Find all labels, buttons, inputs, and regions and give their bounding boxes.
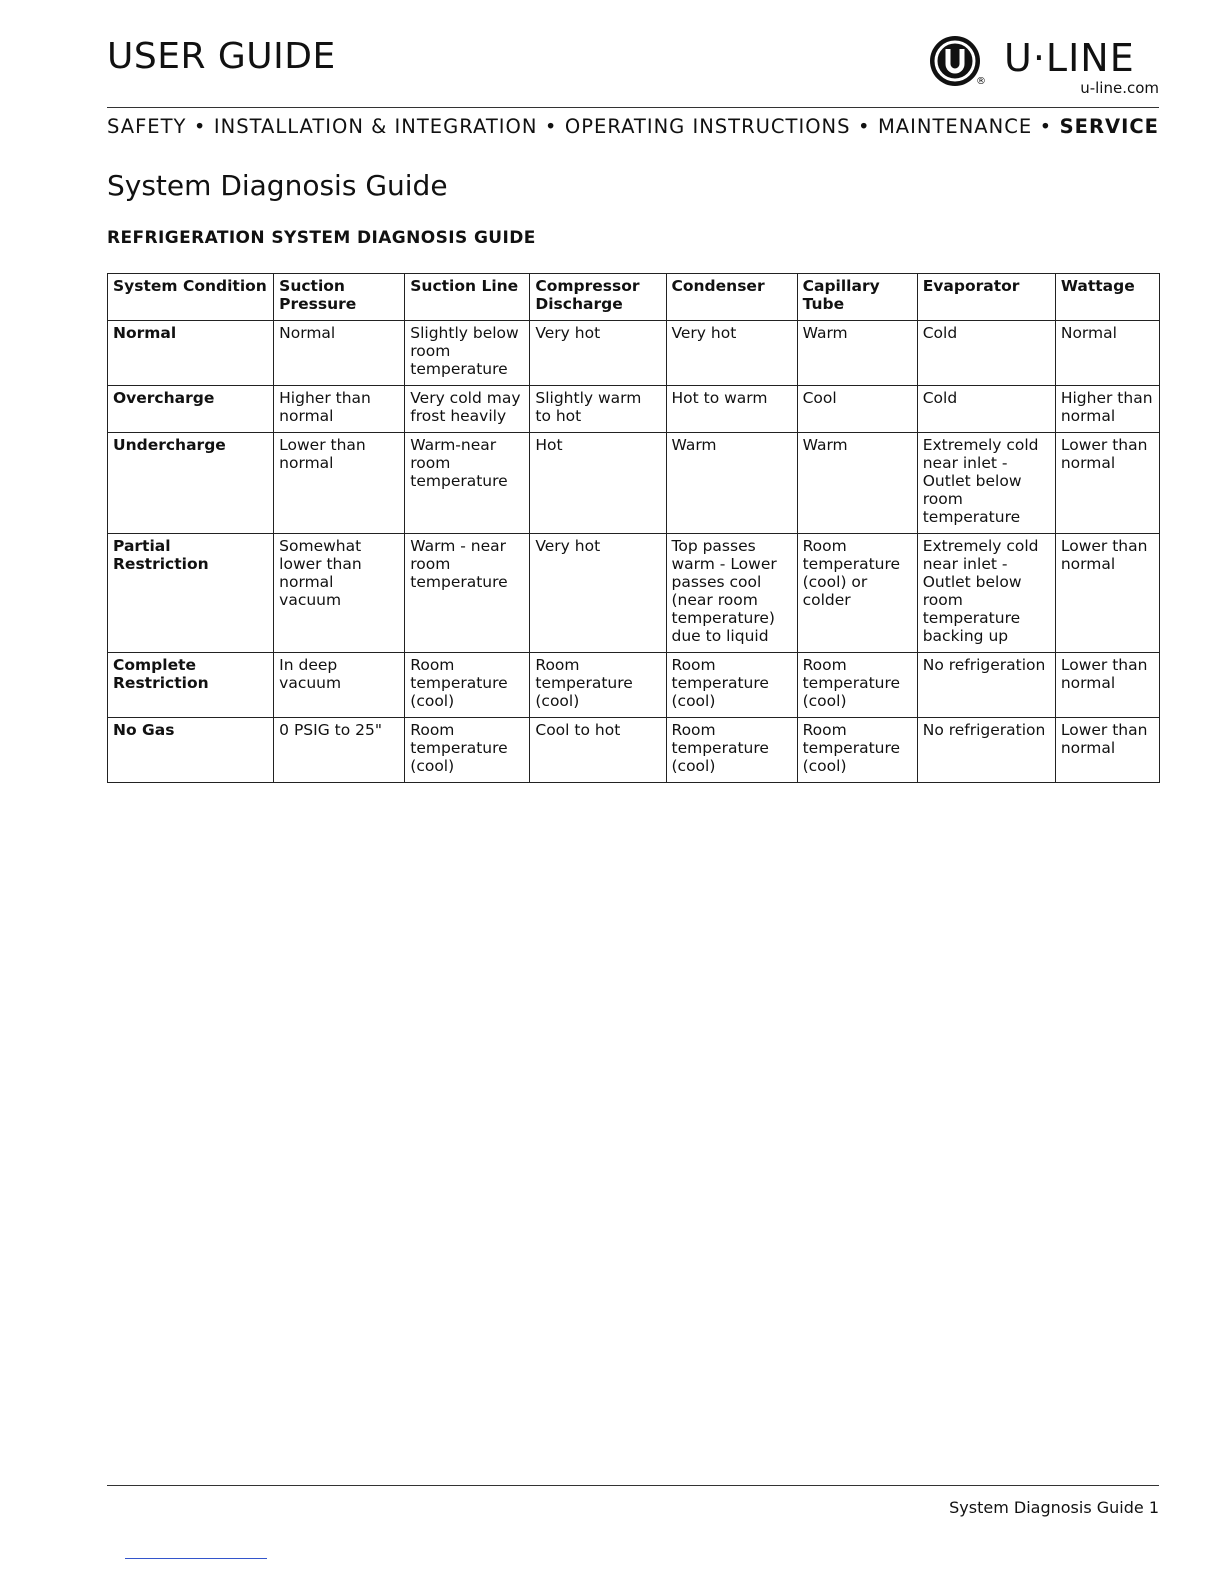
uline-logo-icon: [928, 34, 982, 88]
table-cell: Very hot: [530, 534, 666, 653]
table-cell: Complete Restriction: [108, 653, 274, 718]
table-cell: Cold: [917, 386, 1055, 433]
col-header: Suction Pressure: [274, 274, 405, 321]
table-heading: REFRIGERATION SYSTEM DIAGNOSIS GUIDE: [107, 228, 536, 248]
table-cell: Room temperature (cool): [666, 653, 797, 718]
table-row: [108, 534, 1160, 653]
table-cell: Room temperature (cool): [405, 653, 530, 718]
col-header: Capillary Tube: [797, 274, 917, 321]
footer-link-underline: [125, 1558, 267, 1559]
table-cell: Warm: [666, 433, 797, 534]
table-cell: Overcharge: [108, 386, 274, 433]
table-cell: Lower than normal: [1055, 433, 1159, 534]
footer-page-label: System Diagnosis Guide 1: [949, 1498, 1159, 1517]
table-cell: Hot: [530, 433, 666, 534]
table-cell: Cool to hot: [530, 718, 666, 783]
table-row: [108, 653, 1160, 718]
site-url[interactable]: u-line.com: [1080, 79, 1159, 97]
table-cell: Very cold may frost heavily: [405, 386, 530, 433]
table-cell: Room temperature (cool): [405, 718, 530, 783]
table-cell: Extremely cold near inlet - Outlet below room temperature: [917, 433, 1055, 534]
table-cell: Lower than normal: [1055, 718, 1159, 783]
table-cell: Lower than normal: [1055, 653, 1159, 718]
table-cell: Warm: [797, 433, 917, 534]
col-header: Suction Line: [405, 274, 530, 321]
nav-separator: •: [193, 115, 207, 138]
table-cell: Normal: [1055, 321, 1159, 386]
table-cell: Lower than normal: [1055, 534, 1159, 653]
table-cell: 0 PSIG to 25": [274, 718, 405, 783]
table-cell: Normal: [108, 321, 274, 386]
table-cell: Undercharge: [108, 433, 274, 534]
table-cell: Partial Restriction: [108, 534, 274, 653]
col-header: Condenser: [666, 274, 797, 321]
nav-safety[interactable]: SAFETY: [107, 115, 187, 138]
table-cell: Room temperature (cool): [797, 653, 917, 718]
diagnosis-table: [107, 273, 1160, 783]
table-header-row: [108, 274, 1160, 321]
col-header: Compressor Discharge: [530, 274, 666, 321]
nav-installation[interactable]: INSTALLATION & INTEGRATION: [213, 115, 538, 138]
table-cell: Hot to warm: [666, 386, 797, 433]
table-cell: Cool: [797, 386, 917, 433]
section-nav: [107, 115, 1159, 138]
table-cell: Extremely cold near inlet - Outlet below room temperature backing up: [917, 534, 1055, 653]
table-cell: No refrigeration: [917, 718, 1055, 783]
table-cell: Very hot: [530, 321, 666, 386]
brand-wordmark-text: U·LINE: [1004, 38, 1135, 76]
col-header: Wattage: [1055, 274, 1159, 321]
nav-operating[interactable]: OPERATING INSTRUCTIONS: [564, 115, 851, 138]
col-header: System Condition: [108, 274, 274, 321]
table-cell: Normal: [274, 321, 405, 386]
table-cell: Slightly below room temperature: [405, 321, 530, 386]
nav-separator: •: [1039, 115, 1053, 138]
table-cell: Slightly warm to hot: [530, 386, 666, 433]
table-cell: Higher than normal: [274, 386, 405, 433]
col-header: Evaporator: [917, 274, 1055, 321]
registered-mark: ®: [976, 76, 986, 87]
section-title: System Diagnosis Guide: [107, 169, 448, 202]
brand-wordmark: [1004, 38, 1160, 76]
header-rule: [107, 107, 1159, 108]
table-cell: Somewhat lower than normal vacuum: [274, 534, 405, 653]
doc-title: USER GUIDE: [107, 36, 336, 77]
table-cell: Very hot: [666, 321, 797, 386]
table-cell: Lower than normal: [274, 433, 405, 534]
table-cell: Warm: [797, 321, 917, 386]
table-cell: Top passes warm - Lower passes cool (near room temperature) due to liquid: [666, 534, 797, 653]
table-row: [108, 718, 1160, 783]
table-cell: Higher than normal: [1055, 386, 1159, 433]
table-cell: Warm-near room temperature: [405, 433, 530, 534]
table-cell: Room temperature (cool): [530, 653, 666, 718]
table-row: [108, 321, 1160, 386]
table-cell: Cold: [917, 321, 1055, 386]
table-cell: Room temperature (cool): [666, 718, 797, 783]
table-cell: Room temperature (cool): [797, 718, 917, 783]
nav-separator: •: [857, 115, 871, 138]
table-cell: In deep vacuum: [274, 653, 405, 718]
table-cell: No Gas: [108, 718, 274, 783]
table-row: [108, 433, 1160, 534]
table-cell: Room temperature (cool) or colder: [797, 534, 917, 653]
nav-service[interactable]: SERVICE: [1059, 115, 1159, 138]
table-row: [108, 386, 1160, 433]
table-cell: No refrigeration: [917, 653, 1055, 718]
nav-separator: •: [544, 115, 558, 138]
nav-maintenance[interactable]: MAINTENANCE: [877, 115, 1033, 138]
table-cell: Warm - near room temperature: [405, 534, 530, 653]
footer-rule: [107, 1485, 1159, 1486]
